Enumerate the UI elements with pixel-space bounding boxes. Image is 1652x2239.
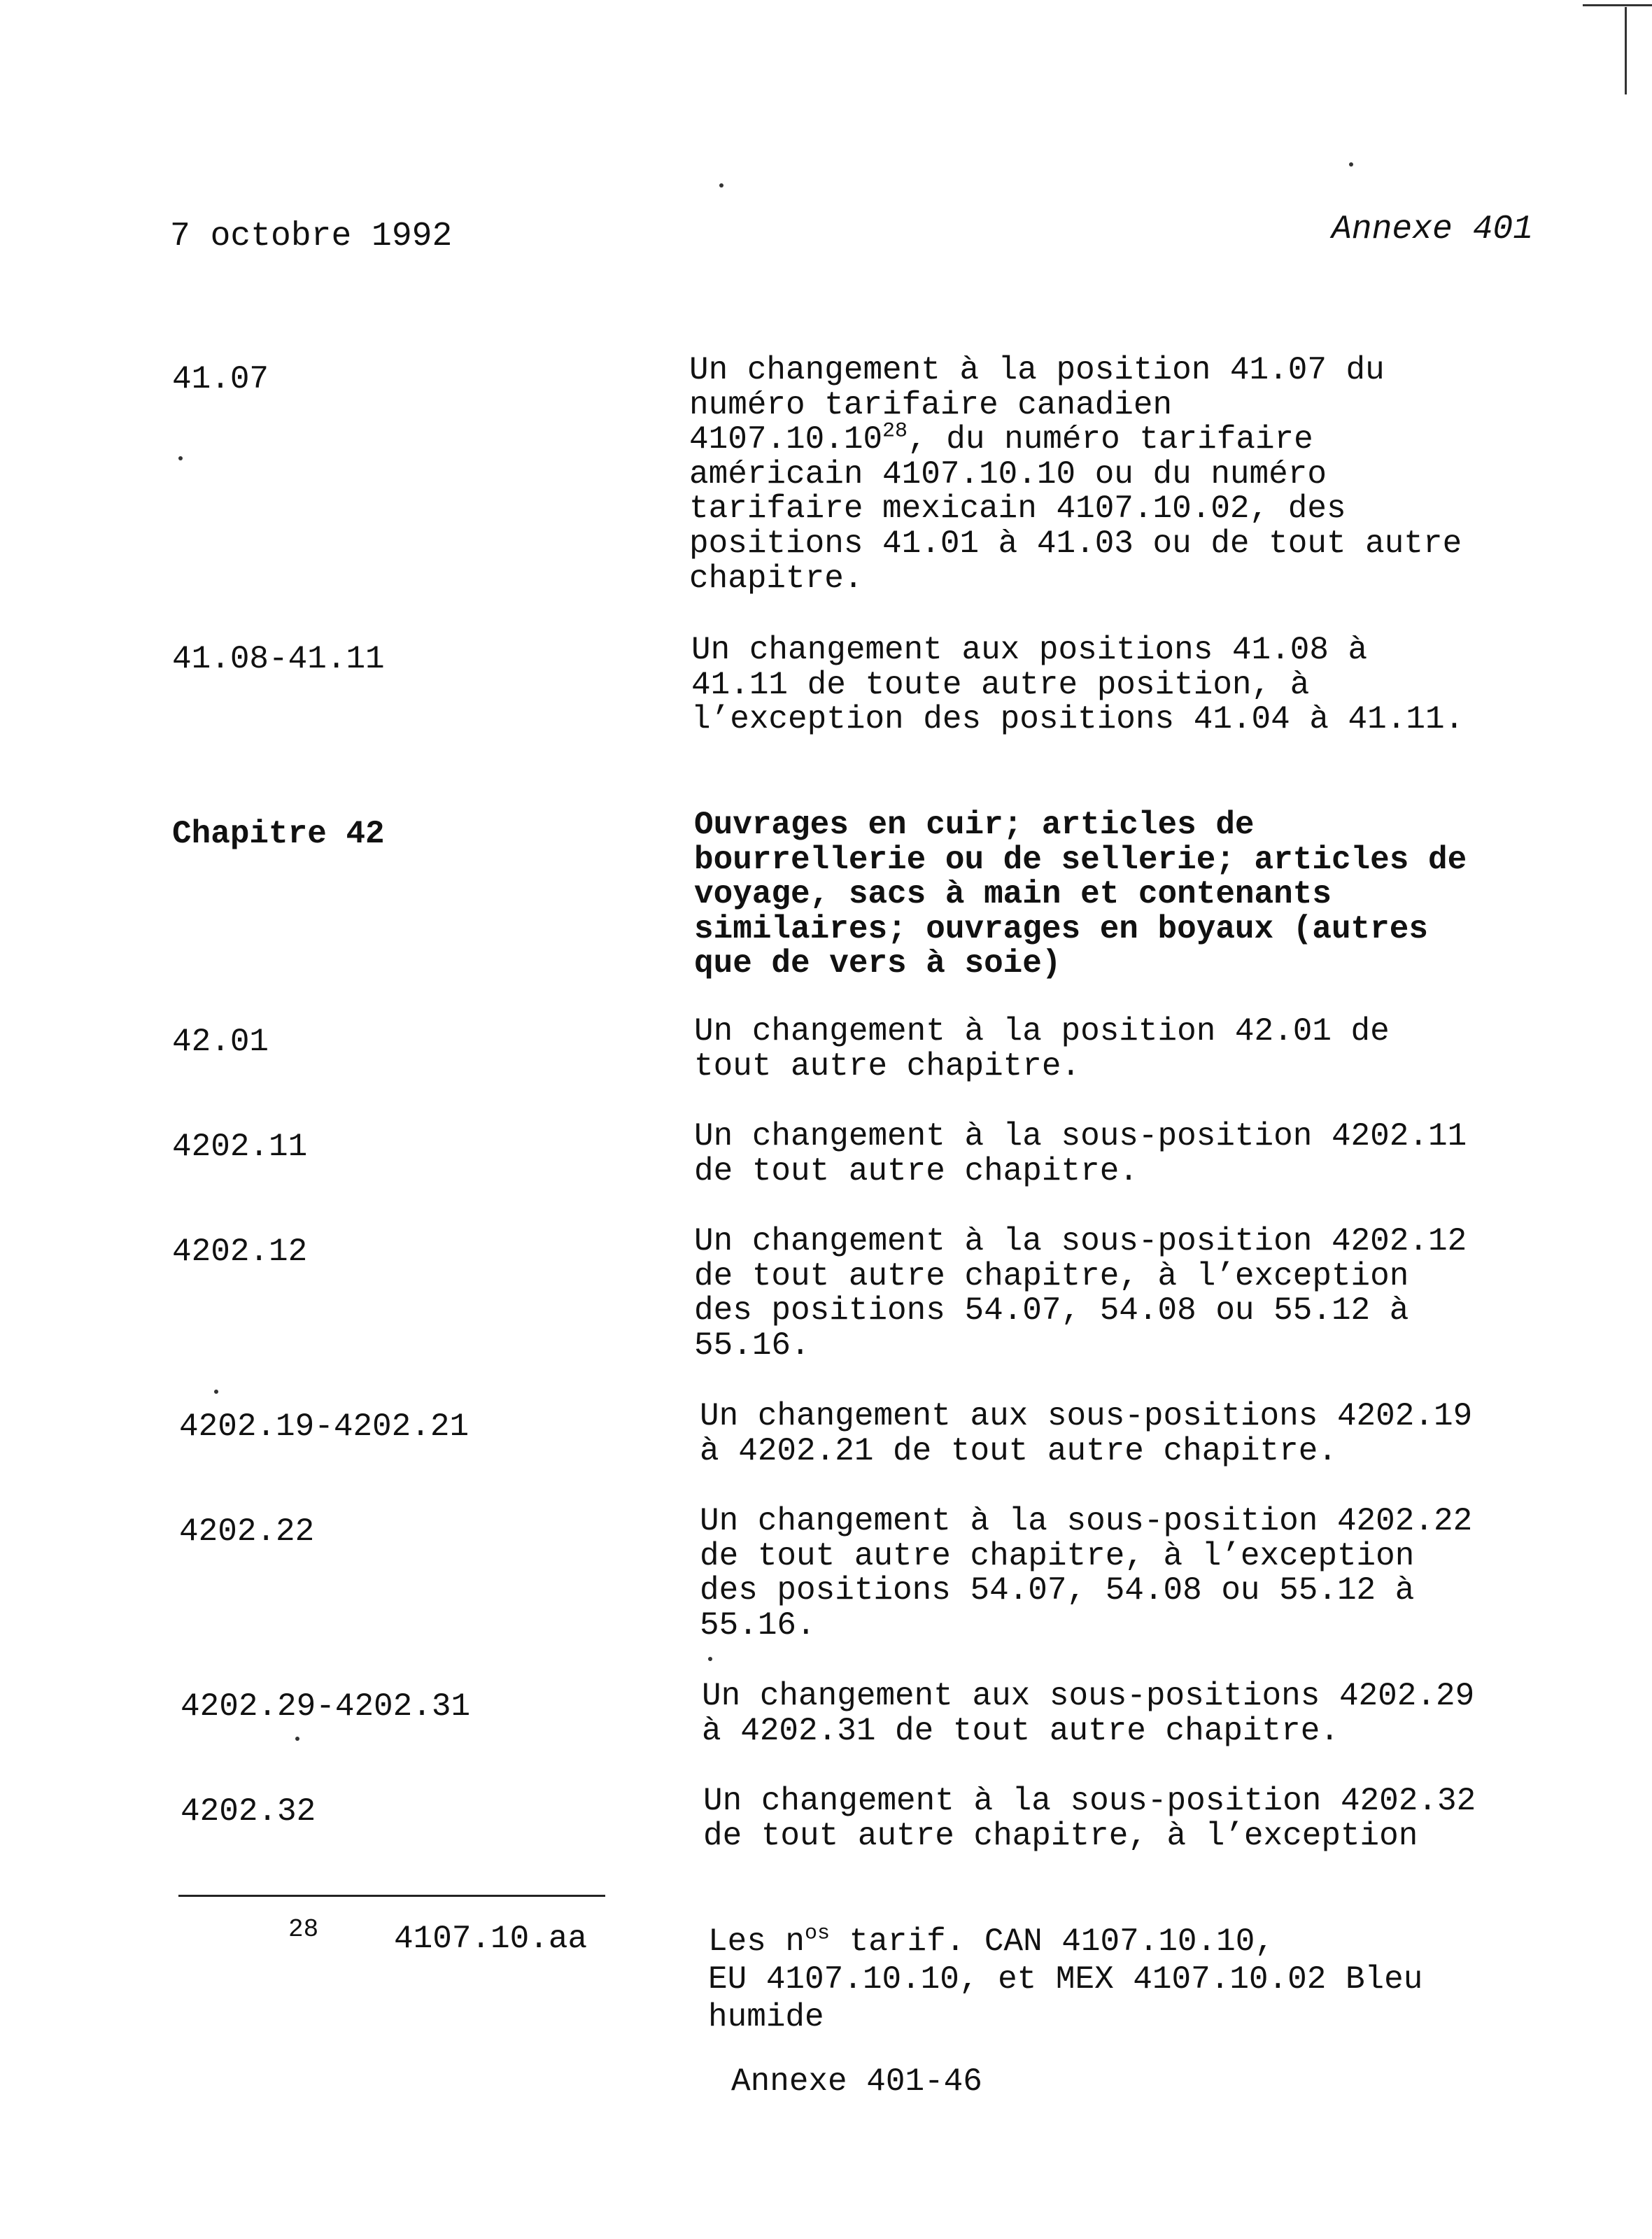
tariff-code: 4202.19-4202.21 — [179, 1408, 470, 1445]
footnote-text — [708, 1923, 1562, 2036]
footnote-number: 28 — [288, 1915, 319, 1944]
footnote-superscript: os — [805, 1921, 831, 1946]
tariff-code: 4202.12 — [172, 1234, 308, 1270]
tariff-code: 42.01 — [172, 1024, 269, 1060]
scan-speck — [178, 456, 183, 460]
footnote-reference: 28 — [882, 419, 908, 444]
rule-description: Un changement à la sous-position 4202.32 de tout autre chapitre, à l’exception — [703, 1783, 1476, 1854]
tariff-code: 41.07 — [172, 361, 269, 397]
scan-speck — [295, 1737, 299, 1741]
scan-speck — [1349, 162, 1353, 167]
rule-description: Un changement à la position 42.01 de tout autre chapitre. — [694, 1013, 1390, 1085]
rule-description — [689, 353, 1557, 596]
tariff-code: 4202.29-4202.31 — [181, 1688, 471, 1725]
scan-speck — [214, 1390, 218, 1394]
footnote-text-part: tarif. CAN 4107.10.10, EU 4107.10.10, et MEX 4107.10.02 Bleu humide — [708, 1923, 1423, 2035]
rule-description: Un changement à la sous-position 4202.12 de tout autre chapitre, à l’exception des positions 54.07, 54.08 ou 55.12 à 55.16. — [694, 1223, 1467, 1364]
rule-description: Un changement à la sous-position 4202.11 de tout autre chapitre. — [694, 1118, 1467, 1189]
rule-description: Un changement à la sous-position 4202.22 de tout autre chapitre, à l’exception des positions 54.07, 54.08 ou 55.12 à 55.16. — [700, 1503, 1473, 1644]
rule-text: Un changement à la position 41.07 du numéro tarifaire canadien 4107.10.10 — [689, 352, 1385, 458]
header-date: 7 octobre 1992 — [170, 218, 453, 255]
footnote-text-part: Les n — [708, 1923, 805, 1960]
scan-speck — [708, 1657, 712, 1661]
header-annex: Annexe 401 — [1331, 211, 1533, 248]
tariff-code: 4202.32 — [181, 1793, 316, 1830]
tariff-code: 41.08-41.11 — [172, 641, 385, 677]
rule-description: Un changement aux positions 41.08 à 41.11 de toute autre position, à l’exception des positions 41.04 à 41.11. — [691, 632, 1464, 738]
rule-text: , du numéro tarifaire américain 4107.10.10 ou du numéro tarifaire mexicain 4107.10.02, des positions 41.01 à 41.03 ou de tout autre chapitre. — [689, 421, 1462, 597]
tariff-code: 4202.11 — [172, 1129, 308, 1165]
margin-mark — [1625, 7, 1627, 94]
page-footer: Annexe 401-46 — [731, 2063, 982, 2100]
rule-description: Un changement aux sous-positions 4202.29 à 4202.31 de tout autre chapitre. — [702, 1678, 1475, 1749]
chapter-description: Ouvrages en cuir; articles de bourrellerie ou de sellerie; articles de voyage, sacs à main et contenants similaires; ouvrages en boyaux (autres que de vers à soie) — [694, 807, 1467, 982]
scan-speck — [719, 183, 723, 188]
tariff-code: 4202.22 — [179, 1513, 315, 1550]
rule-description: Un changement aux sous-positions 4202.19 à 4202.21 de tout autre chapitre. — [700, 1398, 1473, 1469]
margin-mark — [1583, 4, 1652, 6]
footnote-separator — [178, 1895, 605, 1897]
footnote-code: 4107.10.aa — [394, 1921, 588, 1957]
chapter-title: Chapitre 42 — [172, 816, 385, 852]
